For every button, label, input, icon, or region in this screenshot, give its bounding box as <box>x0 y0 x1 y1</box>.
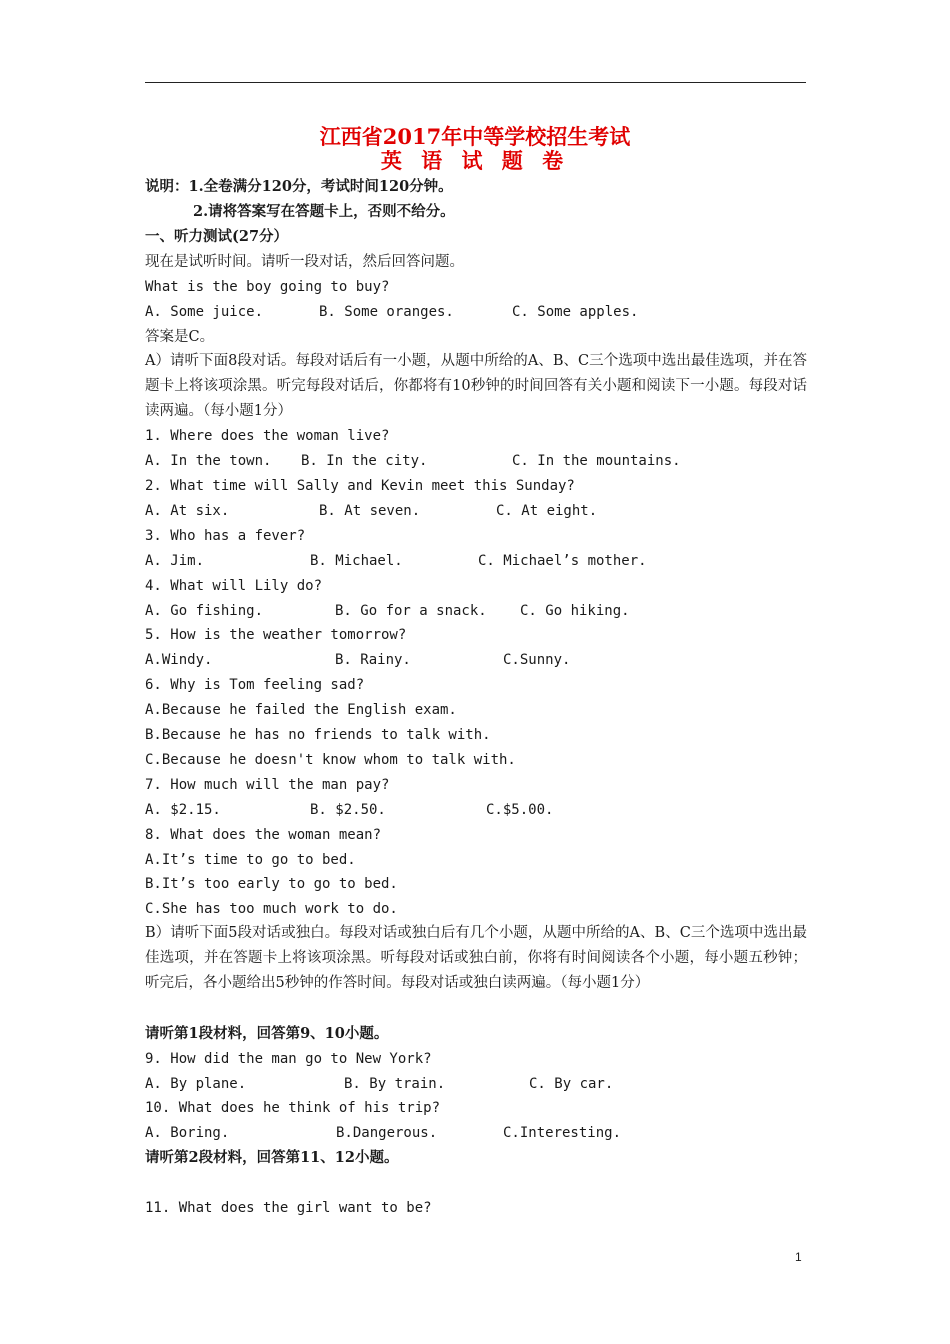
part-a-instruction: A）请听下面8段对话。每段对话后有一小题，从题中所给的A、B、C三个选项中选出最佳选项，并在答题卡上将该项涂黑。听完每段对话后，你都将有10秒钟的时间回答有关小题和阅读下一小题。每段对话读两遍。（每小题1分） <box>145 353 807 419</box>
notes-line-1: 说明：1.全卷满分120分，考试时间120分钟。 <box>145 178 453 195</box>
question-1: 1. Where does the woman live? <box>145 428 390 444</box>
q8-option-a: A.It’s time to go to bed. <box>145 852 356 868</box>
q6-option-b: B.Because he has no friends to talk with. <box>145 727 491 743</box>
q3-option-c: C. Michael’s mother. <box>478 553 647 569</box>
q1-option-b: B. In the city. <box>301 453 428 469</box>
q6-option-a: A.Because he failed the English exam. <box>145 702 457 718</box>
sample-answer: 答案是C。 <box>145 329 215 345</box>
q10-option-c: C.Interesting. <box>503 1125 622 1141</box>
q4-option-c: C. Go hiking. <box>520 603 630 619</box>
q2-option-a: A. At six. <box>145 503 230 519</box>
q8-option-b: B.It’s too early to go to bed. <box>145 876 398 892</box>
notes-line-2: 2.请将答案写在答题卡上，否则不给分。 <box>193 203 455 220</box>
material-1-heading: 请听第1段材料，回答第9、10小题。 <box>145 1025 389 1042</box>
q10-option-b: B.Dangerous. <box>336 1125 438 1141</box>
q9-option-b: B. By train. <box>344 1076 446 1092</box>
part-b-instruction: B）请听下面5段对话或独白。每段对话或独白后有几个小题，从题中所给的A、B、C三个选项中选出最佳选项，并在答题卡上将该项涂黑。听每段对话或独白前，你将有时间阅读各个小题，每小题五秒钟；听完后，各小题给出5秒钟的作答时间。每段对话或独白读两遍。（每小题1分） <box>145 925 807 991</box>
q7-option-a: A. $2.15. <box>145 802 221 818</box>
exam-title: 江西省2017年中等学校招生考试 <box>319 124 631 149</box>
q8-option-c: C.She has too much work to do. <box>145 901 398 917</box>
q7-option-c: C.$5.00. <box>486 802 554 818</box>
question-3: 3. Who has a fever? <box>145 528 306 544</box>
q5-option-c: C.Sunny. <box>503 652 571 668</box>
sample-question: What is the boy going to buy? <box>145 279 390 295</box>
material-2-heading: 请听第2段材料，回答第11、12小题。 <box>145 1149 399 1166</box>
section-heading-listening: 一、听力测试(27分） <box>145 228 289 245</box>
q5-option-a: A.Windy. <box>145 652 213 668</box>
question-2: 2. What time will Sally and Kevin meet this Sunday? <box>145 478 575 494</box>
q9-option-c: C. By car. <box>529 1076 614 1092</box>
sample-option-b: B. Some oranges. <box>319 304 454 320</box>
header-rule <box>145 82 806 83</box>
question-11: 11. What does the girl want to be? <box>145 1200 432 1216</box>
q6-option-c: C.Because he doesn't know whom to talk with. <box>145 752 516 768</box>
q2-option-c: C. At eight. <box>496 503 598 519</box>
q5-option-b: B. Rainy. <box>335 652 411 668</box>
q1-option-c: C. In the mountains. <box>512 453 681 469</box>
q4-option-a: A. Go fishing. <box>145 603 264 619</box>
q3-option-b: B. Michael. <box>310 553 403 569</box>
exam-subtitle: 英 语 试 题 卷 <box>380 148 570 173</box>
question-8: 8. What does the woman mean? <box>145 827 382 843</box>
question-4: 4. What will Lily do? <box>145 578 323 594</box>
sample-instruction: 现在是试听时间。请听一段对话，然后回答问题。 <box>145 254 464 270</box>
question-7: 7. How much will the man pay? <box>145 777 390 793</box>
q9-option-a: A. By plane. <box>145 1076 247 1092</box>
sample-option-a: A. Some juice. <box>145 304 264 320</box>
sample-option-c: C. Some apples. <box>512 304 639 320</box>
q4-option-b: B. Go for a snack. <box>335 603 487 619</box>
q1-option-a: A. In the town. <box>145 453 272 469</box>
page-number: 1 <box>795 1250 802 1264</box>
question-6: 6. Why is Tom feeling sad? <box>145 677 365 693</box>
q7-option-b: B. $2.50. <box>310 802 386 818</box>
question-9: 9. How did the man go to New York? <box>145 1051 432 1067</box>
q3-option-a: A. Jim. <box>145 553 205 569</box>
question-5: 5. How is the weather tomorrow? <box>145 627 407 643</box>
question-10: 10. What does he think of his trip? <box>145 1100 441 1116</box>
q2-option-b: B. At seven. <box>319 503 421 519</box>
q10-option-a: A. Boring. <box>145 1125 230 1141</box>
